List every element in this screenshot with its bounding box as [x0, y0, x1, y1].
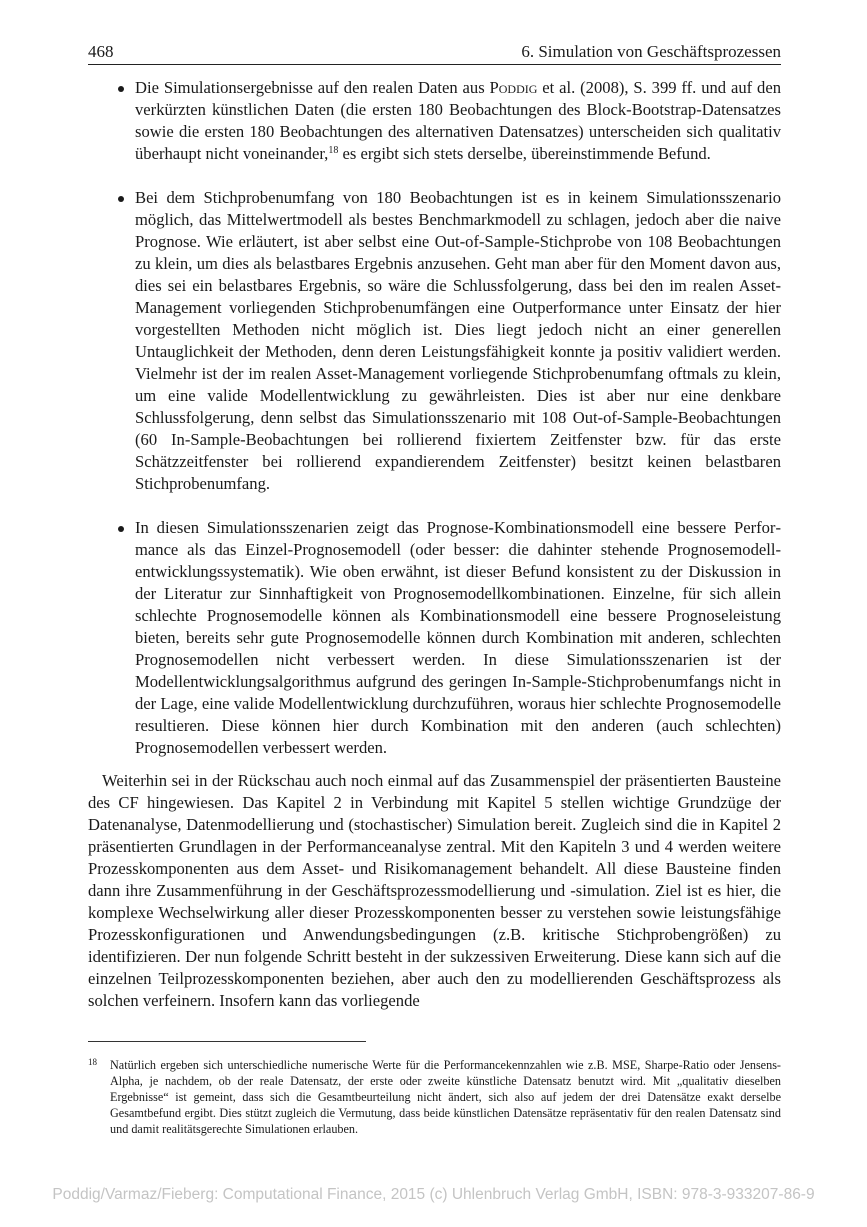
copyright-watermark: Poddig/Varmaz/Fieberg: Computational Finance, 2015 (c) Uhlenbruch Verlag GmbH, ISBN: 978-3-933207-86-9 [52, 1186, 815, 1203]
bullet-icon [118, 86, 124, 92]
footnote [88, 1057, 781, 1137]
footnote-divider [88, 1041, 366, 1042]
page-number: 468 [88, 42, 114, 61]
running-header [88, 40, 781, 65]
footnote-reference[interactable]: 18 [328, 145, 339, 156]
list-item: In diesen Simulationsszenarien zeigt das Prognose-Kombinationsmodell eine bessere Performance als das Einzel-Prognosemodell (oder besser: die dahinter stehende Prognosemodellentwicklungssystematik). Wie oben erwähnt, ist dieser Befund konsistent zu der Diskussion in der Literatur zur Sinnhaftigkeit von Prognosemodellkombinationen. Einzelne, für sich allein schlechte Prognosemodelle können als Kombinationsmodell eine bessere Prognoseleistung bieten, bereits sehr gute Prognosemodelle können durch Kombination mit anderen, schlechten Prognosemodellen nicht verbessert werden. In diese Simulationsszenarien ist der Modellentwicklungsalgorithmus aufgrund des geringen In-Sample-Stichprobenumfangs nicht in der Lage, eine valide Modellentwicklung durchzuführen, woraus hier schlechte Prognosemodelle resultieren. Diese können hier durch Kombination mit den anderen (auch schlechten) Prognosemodellen verbessert werden. [88, 517, 781, 759]
chapter-title: 6. Simulation von Geschäftsprozessen [521, 42, 781, 61]
list-item: Bei dem Stichprobenumfang von 180 Beobachtungen ist es in keinem Simulationsszenario möglich, das Mittelwertmodell als bestes Benchmarkmodell zu schlagen, jedoch aber die naive Prognose. Wie erläutert, ist aber selbst eine Out-of-Sample-Stichprobe von 108 Beobachtungen zu klein, um dies als belastbares Ergebnis anzusehen. Geht man aber für den Moment davon aus, dies sei ein belastbares Ergebnis, so wäre die Schlussfolgerung, dass bei den im realen Asset-Management vorliegenden Stichprobenumfängen eine Outperformance unter Einsatz der hier vorgestellten Methoden nicht möglich ist. Dies liegt jedoch nicht an einer generellen Untauglichkeit der Methoden, denn deren Leistungsfähigkeit konnte ja positiv validiert werden. Vielmehr ist der im realen Asset-Management vorliegende Stichprobenumfang oftmals zu klein, um eine valide Modellentwicklung zu gewährleisten. Dies ist aber nur eine denkbare Schlussfolgerung, denn selbst das Simulationsszenario mit 108 Out-of-Sample-Beobachtungen (60 In-Sample-Beobachtungen bei rollierend fixiertem Zeitfenster bzw. für das erste Schätzzeitfenster bei rollierend expandierendem Zeitfenster) besitzt keinen belastbaren Stichprobenumfang. [88, 187, 781, 495]
findings-list [88, 77, 781, 781]
footnote-number: 18 [88, 1057, 97, 1067]
footnote-text: Natürlich ergeben sich unterschiedliche numerische Werte für die Performancekennzahlen wie z.B. MSE, Sharpe-Ratio oder Jensens-Alpha, je nachdem, ob der reale Datensatz, der erste oder zweite künstliche Datensatz benutzt wird. Mit „qualitativ dieselben Ergebnisse“ ist gemeint, dass sich die Gesamtbeurteilung nicht ändert, sich also auf jedem der drei Datensätze exakt derselbe Gesamtbefund ergibt. Dies stützt zugleich die Vermutung, dass beide künstlichen Datensätze repräsentativ für den realen Datensatz sind und damit realitätsgerechte Simulationen erlauben. [110, 1058, 781, 1136]
bullet-icon [118, 196, 124, 202]
body-paragraph: Weiterhin sei in der Rückschau auch noch einmal auf das Zusammenspiel der präsentierten Bausteine des CF hingewiesen. Das Kapitel 2 in Verbindung mit Kapitel 5 stellen wichtige Grundzüge der Datenanalyse, Datenmodellierung und (stochastischer) Simulation bereit. Zugleich sind die in Kapitel 2 präsentierten Grundlagen in der Performanceanalyse zentral. Mit den Kapiteln 3 und 4 werden weitere Prozesskomponenten aus dem Asset- und Risikomanagement behandelt. All diese Bausteine finden dann ihre Zusammenführung in der Geschäftsprozessmodellierung und -simulation. Ziel ist es hier, die komplexe Wechselwirkung aller dieser Prozesskomponenten besser zu verstehen sowie leistungsfähige Prozesskonfigurationen und Anwendungsbedingungen (z.B. kritische Stichprobengrößen) zu identifizieren. Der nun folgende Schritt besteht in der sukzessiven Erweiterung. Diese kann sich auf die einzelnen Teilprozesskomponenten beziehen, aber auch den zu modellierenden Geschäftsprozess als solchen verfeinern. Insofern kann das vorliegende [88, 771, 781, 1010]
bullet-icon [118, 526, 124, 532]
author-name: Poddig [489, 78, 538, 97]
list-item: Die Simulationsergebnisse auf den realen Daten aus Poddig et al. (2008), S. 399 ff. und auf den verkürzten künstlichen Daten (die ersten 180 Beobachtungen des Block-Bootstrap-Datensatzes sowie die ersten 180 Beobachtungen des alternativen Datensatzes) unterscheiden sich qualitativ überhaupt nicht voneinander,$^{18}$ es ergibt sich stets derselbe, übereinstimmende Befund. [88, 77, 781, 165]
